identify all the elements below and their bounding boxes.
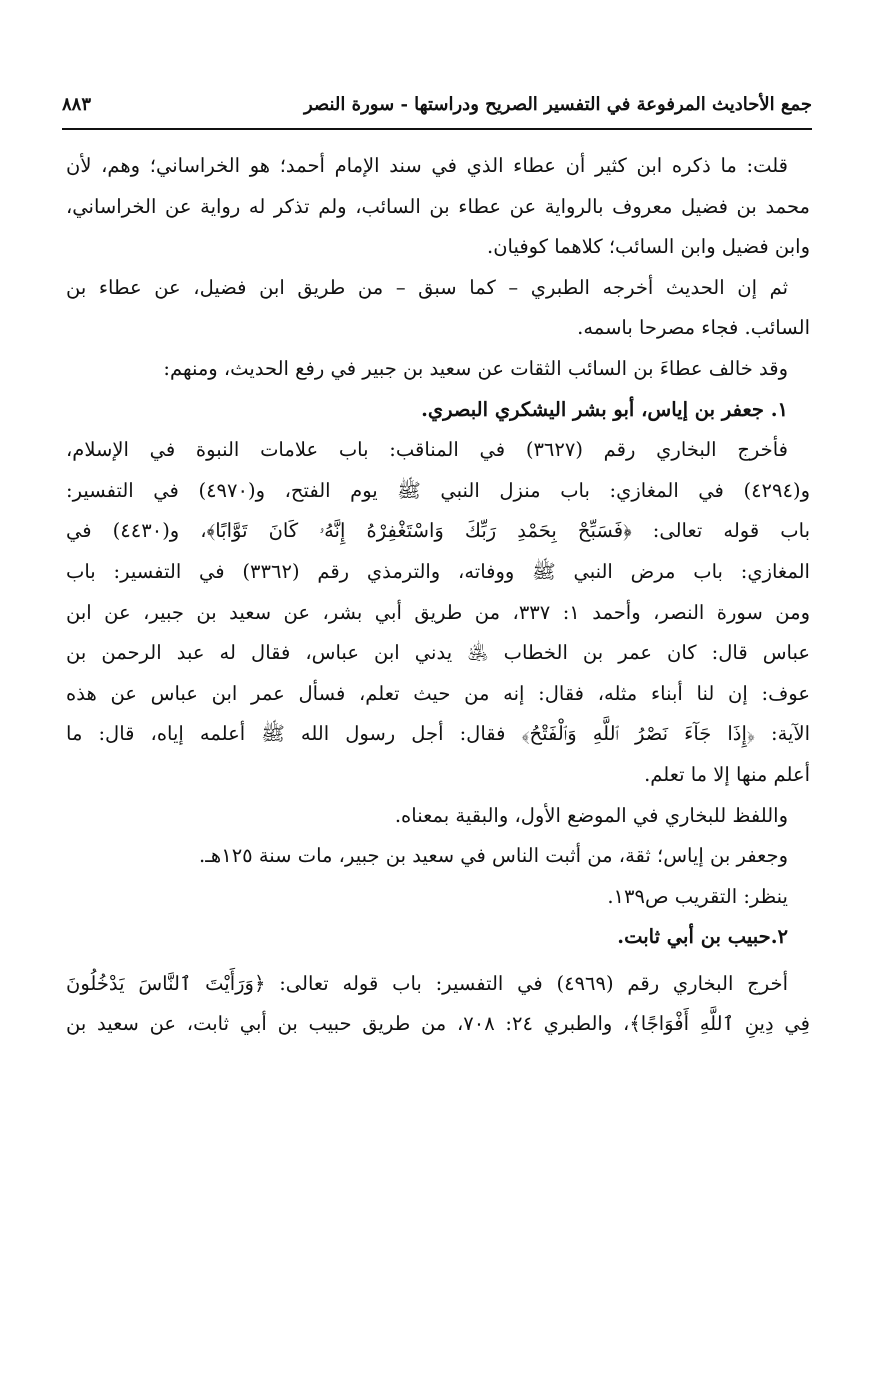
page-number: ٨٨٣	[62, 94, 92, 115]
text-line: وقد خالف عطاءَ بن السائب الثقات عن سعيد بن جبير في رفع الحديث، ومنهم:	[163, 356, 788, 380]
text-line: محمد بن فضيل معروف بالرواية عن عطاء بن السائب، ولم تذكر له رواية عن الخراساني،	[66, 194, 810, 218]
text-line: ثم إن الحديث أخرجه الطبري – كما سبق – من طريق ابن فضيل، عن عطاء بن	[66, 275, 788, 299]
text-line: المغازي: باب مرض النبي ﷺ ووفاته، والترمذي رقم (٣٣٦٢) في التفسير: باب	[66, 559, 810, 583]
text-line: واللفظ للبخاري في الموضع الأول، والبقية بمعناه.	[394, 803, 788, 827]
text-line: أخرج البخاري رقم (٤٩٦٩) في التفسير: باب قوله تعالى: ﴿وَرَأَيْتَ ٱلنَّاسَ يَدْخُلُونَ	[66, 971, 788, 995]
header-divider	[62, 128, 812, 130]
text-line: السائب. فجاء مصرحا باسمه.	[577, 316, 810, 340]
section-heading: ٢.حبيب بن أبي ثابت.	[617, 925, 788, 949]
page-header	[62, 86, 812, 126]
body-text	[66, 146, 810, 1045]
text-line: وابن فضيل وابن السائب؛ كلاهما كوفيان.	[487, 235, 810, 259]
text-line: عباس قال: كان عمر بن الخطاب ﵁ يدني ابن عباس، فقال له عبد الرحمن بن	[66, 641, 810, 665]
text-line: باب قوله تعالى: ﴿فَسَبِّحْ بِحَمْدِ رَبِّكَ وَاسْتَغْفِرْهُ إِنَّهُۥ كَانَ تَوَّابًا﴾، و(٤٤٣٠) في	[66, 519, 810, 543]
text-line: ومن سورة النصر، وأحمد ١: ٣٣٧، من طريق أبي بشر، عن سعيد بن جبير، عن ابن	[66, 600, 810, 624]
text-line: ينظر: التقريب ص١٣٩.	[607, 884, 788, 908]
text-line: فأخرج البخاري رقم (٣٦٢٧) في المناقب: باب علامات النبوة في الإسلام،	[66, 438, 788, 462]
text-line: و(٤٢٩٤) في المغازي: باب منزل النبي ﷺ يوم الفتح، و(٤٩٧٠) في التفسير:	[66, 478, 810, 502]
text-line: فِي دِينِ ٱللَّهِ أَفْوَاجًا﴾، والطبري ٢٤: ٧٠٨، من طريق حبيب بن أبي ثابت، عن سعيد بن	[66, 1012, 810, 1036]
text-line: وجعفر بن إياس؛ ثقة، من أثبت الناس في سعيد بن جبير، مات سنة ١٢٥هـ.	[199, 844, 788, 868]
text-line: عوف: إن لنا أبناء مثله، فقال: إنه من حيث تعلم، فسأل عمر ابن عباس عن هذه	[66, 681, 810, 705]
section-heading: ١. جعفر بن إياس، أبو بشر اليشكري البصري.	[421, 397, 788, 421]
text-line: الآية: ﴿إِذَا جَآءَ نَصْرُ ٱللَّهِ وَٱلْفَتْحُ﴾ فقال: أجل رسول الله ﷺ أعلمه إياه، قال: ما	[66, 722, 810, 746]
running-title: جمع الأحاديث المرفوعة في التفسير الصريح ودراستها - سورة النصر	[303, 94, 812, 115]
text-line: قلت: ما ذكره ابن كثير أن عطاء الذي في سند الإمام أحمد؛ هو الخراساني؛ وهم، لأن	[66, 154, 788, 177]
text-line: أعلم منها إلا ما تعلم.	[644, 762, 810, 786]
